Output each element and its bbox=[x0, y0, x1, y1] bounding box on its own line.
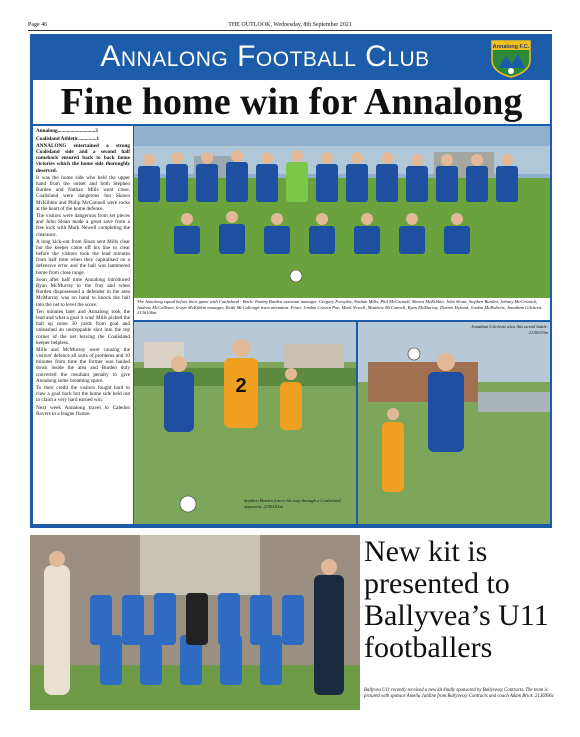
article-paragraph: Ten minutes later and Annalong took the lead and what a goal it was! Mills picked the ball up some 30 yards from goal and unleashed an unstoppable shot into the top corner of the net leaving the Coalisland keeper helpless. bbox=[36, 309, 130, 346]
masthead: THE OUTLOOK, Wednesday, 8th September 2021 bbox=[228, 22, 352, 28]
kit-headline: New kit is presented to Ballyvea’s U11 footballers bbox=[364, 535, 549, 664]
page-header bbox=[28, 20, 552, 32]
club-crest-icon bbox=[488, 38, 534, 78]
headline: Fine home win for Annalong bbox=[60, 81, 523, 123]
club-banner bbox=[30, 36, 500, 78]
u11-kit-photo bbox=[30, 535, 360, 710]
squad-photo bbox=[134, 126, 550, 298]
article-paragraph: A long kick-out from Sloan sent Mills clear but the keeper came off his line to clear before the visitors took the lead minutes from half time when they capitalised on a defensive error and the ball was hammered home from close range. bbox=[36, 239, 130, 276]
result-line-home: Annalong.............................3 bbox=[36, 128, 98, 134]
article-intro: ANNALONG entertained a strong Coalisland side and a second half comeback ensured back to back home victories which the home side thoroughly deserved. bbox=[36, 143, 130, 174]
burden-caption: Stephen Burden forces his way through a Coalisland opponent. 2136101m bbox=[244, 498, 341, 509]
headline-box bbox=[33, 80, 550, 124]
crest-label: Annalong F.C. bbox=[492, 44, 530, 50]
article-paragraph: Next week Annalong travel to Caledon Rovers in a league fixture. bbox=[36, 405, 130, 418]
page-number: Page 46 bbox=[28, 22, 48, 28]
aerial-caption: Jonathan Gilchrist wins this aerial battle. 2136103m bbox=[471, 324, 548, 335]
burden-action-photo bbox=[134, 322, 356, 524]
squad-caption: The Annalong squad before their game with Coalisland - Back: Tommy Burden assistant manager, Gregory Forsythe, Nathan Mills, Phil McConnell, Shawn McKibbin, John Sloan, Stephen Burden, Johnny McCormick, Andrew McCallister, Irwyn McKibbin manager, Keith McCullough team attendant. Front: Jordan Craven Poe, Mark Newell, Matthew McConnell, Ryan McMurray, Darren Hyland, Jordan McRoberts, Jonathan Gilchrist. 2136106m bbox=[134, 298, 550, 320]
aerial-battle-photo bbox=[358, 322, 550, 524]
article-paragraph: The visitors were dangerous from set pieces and John Sloan made a great save from a free kick with Mark Newell completing the clearance. bbox=[36, 213, 130, 238]
svg-text:2: 2 bbox=[235, 375, 247, 397]
article-paragraph: It was the home side who held the upper hand from the outset and both Stephen Burden and Nathan Mills went close. Coalisland were dangerous but Shawn McKibbin and Philip McConnell were rocks at the heart of the home defence. bbox=[36, 175, 130, 212]
article-column bbox=[33, 126, 133, 524]
article-paragraph: Soon after half time Annalong introduced Ryan McMurray to the fray and when Burden dispossessed a defender in the area McMurray was on hand to knock the ball into the net to level the score. bbox=[36, 277, 130, 308]
article-paragraph: Mills and McMurray were causing the visitors' defence all sorts of problems and 10 minutes from time the former was hauled down inside the area and Burden duly converted the resultant penalty to give Annalong some breathing space. bbox=[36, 347, 130, 384]
result-line-away: Coalisland Athletic..............1 bbox=[36, 135, 99, 142]
article-paragraph: To their credit the visitors fought hard to claw a goal back but the home side held out to claim a very hard earned win. bbox=[36, 385, 130, 404]
header-rule bbox=[28, 30, 552, 31]
club-name: Annalong Football Club bbox=[100, 40, 430, 73]
kit-caption: Ballyvea U11 recently received a new kit kindly sponsored by Ballyvessy Contracts. The team is pictured with sponsor Amelia Jardine from Ballyvessy Contracts and coach Adam Brick. 2136996c bbox=[364, 688, 554, 699]
